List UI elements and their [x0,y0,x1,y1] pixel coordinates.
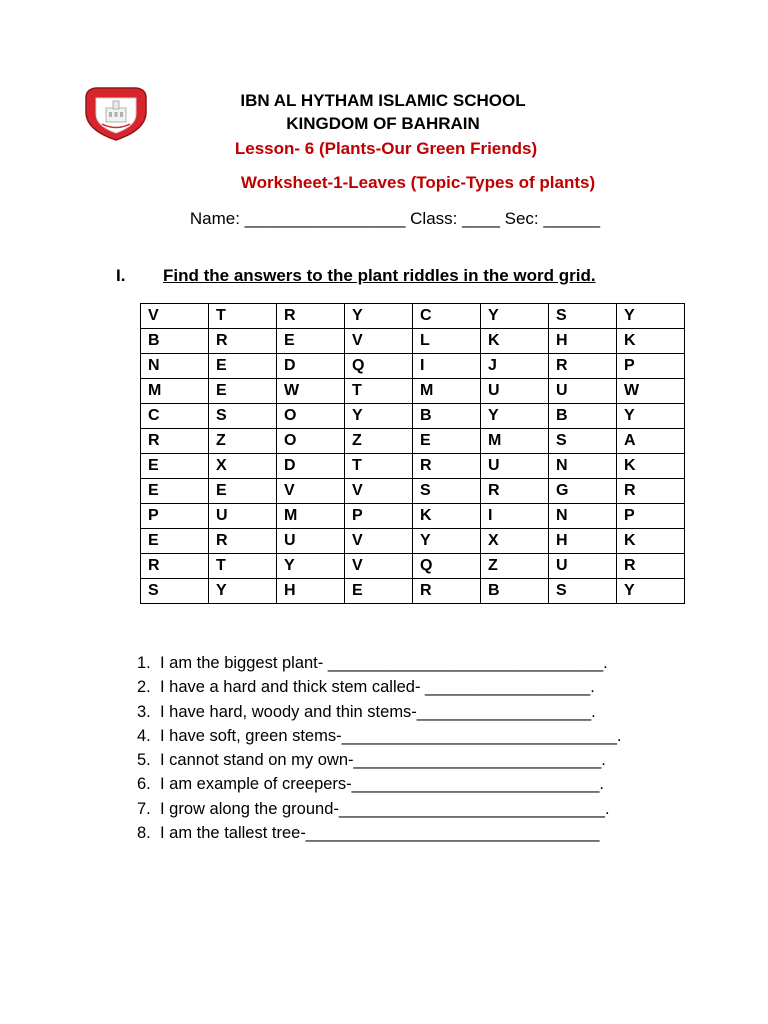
riddle-text: I have soft, green stems-______________________________. [160,726,622,745]
grid-cell: R [141,429,209,454]
grid-cell: V [345,479,413,504]
grid-cell: S [413,479,481,504]
grid-cell: K [481,329,549,354]
grid-cell: P [617,354,685,379]
school-name: IBN AL HYTHAM ISLAMIC SCHOOL [240,91,526,110]
grid-cell: Z [209,429,277,454]
grid-cell: Y [617,579,685,604]
grid-cell: M [413,379,481,404]
grid-cell: Q [345,354,413,379]
grid-cell: L [413,329,481,354]
riddle-number: 5. [137,751,151,770]
grid-cell: R [549,354,617,379]
grid-cell: W [277,379,345,404]
riddle-number: 1. [137,654,151,672]
grid-cell: S [549,429,617,454]
riddle-list [137,651,621,845]
grid-cell: K [617,329,685,354]
grid-cell: N [141,354,209,379]
grid-row [141,379,685,404]
grid-cell: R [413,579,481,604]
grid-cell: K [617,454,685,479]
grid-cell: P [141,504,209,529]
grid-cell: S [141,579,209,604]
riddle-number: 7. [137,799,151,818]
grid-row [141,579,685,604]
grid-cell: Z [481,554,549,579]
grid-cell: E [141,479,209,504]
grid-cell: Y [277,554,345,579]
riddle-text: I am the tallest tree-________________________________ [160,824,600,843]
grid-cell: T [209,554,277,579]
grid-cell: Y [617,304,685,329]
grid-cell: Z [345,429,413,454]
grid-cell: M [277,504,345,529]
grid-cell: O [277,404,345,429]
grid-cell: I [481,504,549,529]
riddle-text: I have hard, woody and thin stems-___________________. [160,702,596,721]
grid-cell: Y [481,304,549,329]
riddle-item [137,797,621,821]
grid-cell: B [413,404,481,429]
riddle-number: 8. [137,824,151,843]
grid-cell: R [209,529,277,554]
grid-cell: R [617,479,685,504]
grid-cell: P [617,504,685,529]
grid-cell: Y [617,404,685,429]
riddle-text: I grow along the ground-_____________________________. [160,799,610,818]
grid-cell: J [481,354,549,379]
grid-cell: O [277,429,345,454]
grid-cell: T [345,379,413,404]
grid-cell: V [345,529,413,554]
grid-cell: Y [413,529,481,554]
grid-cell: K [413,504,481,529]
grid-cell: N [549,504,617,529]
grid-cell: B [141,329,209,354]
section-heading [116,266,596,286]
grid-cell: Y [345,304,413,329]
grid-cell: R [481,479,549,504]
section-numeral: I. [116,266,126,285]
grid-row [141,329,685,354]
grid-cell: R [277,304,345,329]
grid-row [141,354,685,379]
grid-cell: C [413,304,481,329]
grid-row [141,304,685,329]
grid-cell: S [549,579,617,604]
grid-cell: U [481,379,549,404]
grid-cell: R [617,554,685,579]
lesson-title: Lesson- 6 (Plants-Our Green Friends) [234,139,538,158]
grid-cell: E [209,354,277,379]
riddle-number: 6. [137,775,151,794]
grid-cell: U [277,529,345,554]
riddle-text: I have a hard and thick stem called- __________________. [160,678,595,697]
riddle-item [137,675,621,699]
grid-cell: R [141,554,209,579]
riddle-item [137,651,621,675]
grid-cell: R [209,329,277,354]
grid-cell: G [549,479,617,504]
riddle-item [137,772,621,796]
grid-cell: T [345,454,413,479]
grid-cell: V [141,304,209,329]
section-instruction: Find the answers to the plant riddles in the word grid. [163,266,596,285]
riddle-item [137,700,621,724]
grid-cell: T [209,304,277,329]
grid-cell: B [481,579,549,604]
grid-cell: H [549,529,617,554]
grid-row [141,454,685,479]
grid-cell: D [277,354,345,379]
riddle-text: I cannot stand on my own-___________________________. [160,751,606,770]
riddle-text: I am example of creepers-___________________________. [160,775,605,794]
riddle-item [137,748,621,772]
grid-cell: K [617,529,685,554]
grid-cell: R [413,454,481,479]
grid-row [141,529,685,554]
grid-cell: E [141,454,209,479]
grid-cell: U [481,454,549,479]
worksheet-title: Worksheet-1-Leaves (Topic-Types of plants) [240,173,596,192]
grid-cell: C [141,404,209,429]
grid-cell: E [413,429,481,454]
grid-cell: H [549,329,617,354]
grid-cell: E [209,479,277,504]
grid-cell: H [277,579,345,604]
grid-cell: B [549,404,617,429]
grid-cell: U [209,504,277,529]
grid-cell: I [413,354,481,379]
grid-cell: X [481,529,549,554]
riddle-number: 4. [137,726,151,745]
grid-cell: Y [345,404,413,429]
grid-cell: V [345,554,413,579]
grid-cell: W [617,379,685,404]
riddle-text: I am the biggest plant- ______________________________. [160,654,608,672]
grid-cell: E [141,529,209,554]
grid-row [141,429,685,454]
grid-cell: Y [209,579,277,604]
kingdom-name: KINGDOM OF BAHRAIN [286,114,480,133]
grid-cell: V [277,479,345,504]
grid-cell: A [617,429,685,454]
grid-cell: E [209,379,277,404]
grid-cell: U [549,379,617,404]
grid-cell: V [345,329,413,354]
grid-cell: U [549,554,617,579]
riddle-number: 2. [137,678,151,697]
grid-cell: Q [413,554,481,579]
grid-row [141,554,685,579]
grid-cell: M [481,429,549,454]
grid-cell: Y [481,404,549,429]
student-info-line: Name: _________________ Class: ____ Sec: ______ [189,209,601,228]
grid-row [141,479,685,504]
grid-cell: M [141,379,209,404]
riddle-item [137,821,621,845]
grid-row [141,404,685,429]
grid-cell: D [277,454,345,479]
grid-row [141,504,685,529]
grid-cell: S [549,304,617,329]
grid-cell: P [345,504,413,529]
grid-cell: N [549,454,617,479]
grid-cell: S [209,404,277,429]
riddle-number: 3. [137,702,151,721]
grid-cell: X [209,454,277,479]
riddle-item [137,724,621,748]
word-grid [140,303,685,604]
grid-cell: E [345,579,413,604]
grid-cell: E [277,329,345,354]
